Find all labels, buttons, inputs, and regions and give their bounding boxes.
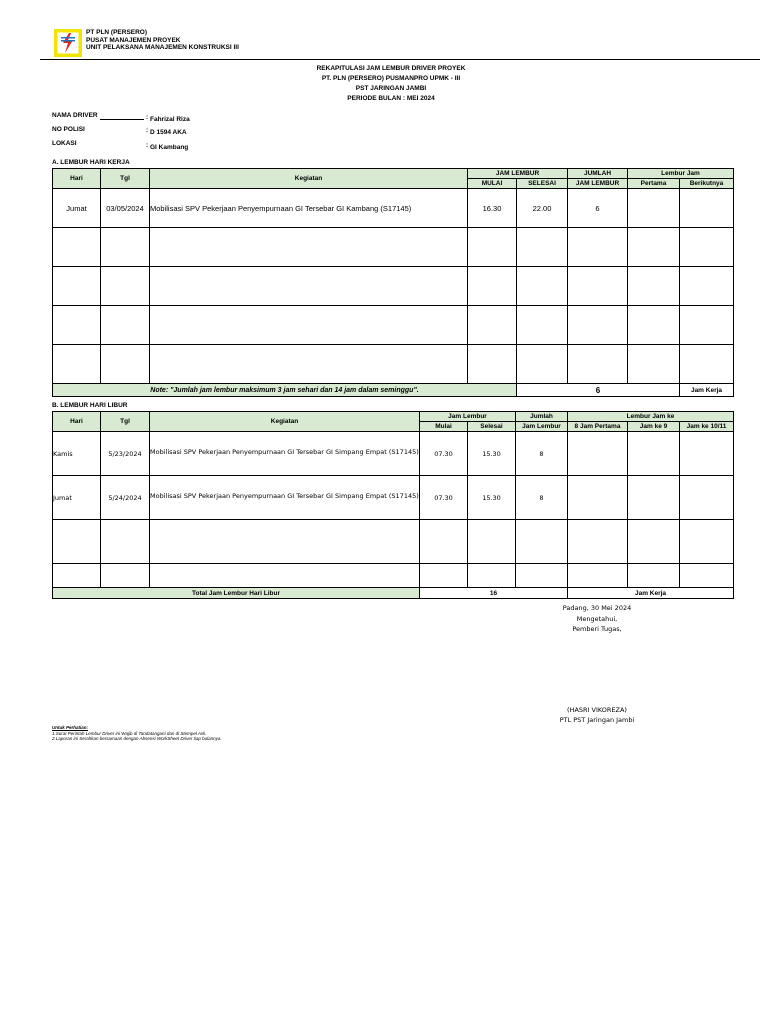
cell-8-jam <box>568 476 628 520</box>
col-hari: Hari <box>53 169 101 189</box>
sign-name: (HASRI VIKOREZA) <box>567 706 627 714</box>
cell-selesai <box>517 306 568 345</box>
cell-kegiatan <box>150 520 420 564</box>
table-row <box>53 267 734 306</box>
cell-hari: Jumat <box>53 189 101 228</box>
cell-selesai <box>468 520 516 564</box>
title-line-3: PST JARINGAN JAMBI <box>355 85 427 92</box>
company-unit: UNIT PELAKSANA MANAJEMEN KONSTRUKSI III <box>86 44 239 51</box>
cell-tgl <box>101 228 150 267</box>
cell-mulai <box>420 520 468 564</box>
cell-mulai <box>468 345 517 384</box>
total-hari-kerja: 6 <box>517 384 680 397</box>
col-kegiatan: Kegiatan <box>150 169 468 189</box>
table-row <box>53 432 734 476</box>
table-hari-libur <box>52 411 734 599</box>
company-block <box>86 29 239 52</box>
col-mulai: Mulai <box>420 422 468 432</box>
col-selesai: Selesai <box>468 422 516 432</box>
company-name: PT PLN (PERSERO) <box>86 29 148 36</box>
cell-mulai: 07.30 <box>420 432 468 476</box>
lokasi-label: LOKASI <box>52 140 77 147</box>
col-tgl: Tgl <box>101 169 150 189</box>
title-line-1: REKAPITULASI JAM LEMBUR DRIVER PROYEK <box>316 65 466 72</box>
cell-hari <box>53 520 101 564</box>
cell-kegiatan <box>150 306 468 345</box>
col-jam-lembur: JAM LEMBUR <box>468 169 568 179</box>
col-jumlah: JUMLAH <box>568 169 628 179</box>
cell-mulai <box>468 306 517 345</box>
cell-kegiatan: Mobilisasi SPV Pekerjaan Penyempurnaan GI Tersebar GI Simpang Empat (S17145) <box>150 432 420 476</box>
polisi-value: D 1594 AKA <box>150 129 187 136</box>
cell-tgl <box>101 267 150 306</box>
cell-hari <box>53 306 101 345</box>
cell-kegiatan <box>150 228 468 267</box>
driver-value: Fahrizal Riza <box>150 116 190 123</box>
cell-hari <box>53 267 101 306</box>
footnote-title: Untuk Perhatian: <box>52 725 89 730</box>
cell-selesai <box>517 228 568 267</box>
cell-mulai: 07.30 <box>420 476 468 520</box>
footnote-1: 1.Surat Perintah Lembur Driver ini Wajib di Tandatangani dan di Stempel Asli. <box>52 730 207 736</box>
cell-jam-9 <box>628 432 680 476</box>
cell-jumlah <box>516 520 568 564</box>
table-row <box>53 345 734 384</box>
col-8-jam-pertama: 8 Jam Pertama <box>568 422 628 432</box>
cell-berikutnya <box>680 267 734 306</box>
cell-jumlah <box>568 306 628 345</box>
cell-berikutnya <box>680 189 734 228</box>
table-row <box>53 520 734 564</box>
cell-jumlah: 8 <box>516 476 568 520</box>
cell-selesai: 22.00 <box>517 189 568 228</box>
cell-mulai <box>468 228 517 267</box>
cell-8-jam <box>568 432 628 476</box>
cell-kegiatan <box>150 564 420 588</box>
document-title <box>0 64 768 104</box>
col-jumlah-jam: JAM LEMBUR <box>568 179 628 189</box>
cell-hari: Kamis <box>53 432 101 476</box>
cell-mulai: 16.30 <box>468 189 517 228</box>
cell-mulai <box>468 267 517 306</box>
cell-berikutnya <box>680 345 734 384</box>
cell-jumlah <box>516 564 568 588</box>
col-mulai: MULAI <box>468 179 517 189</box>
cell-8-jam <box>568 520 628 564</box>
cell-jumlah <box>568 345 628 384</box>
footnotes <box>52 725 222 742</box>
lokasi-colon: : <box>146 142 149 149</box>
section-b-title: B. LEMBUR HARI LIBUR <box>52 402 128 409</box>
col-hari: Hari <box>53 412 101 432</box>
table-row <box>53 228 734 267</box>
cell-jam-10 <box>680 432 734 476</box>
cell-selesai: 15.30 <box>468 476 516 520</box>
cell-pertama <box>628 345 680 384</box>
cell-kegiatan <box>150 267 468 306</box>
footnote-2: 2.Laporan ini Serahkan bersamaan dengan Absensi WorkSheet Driver tiap bulannya. <box>52 736 222 741</box>
total-hari-kerja-unit: Jam Kerja <box>680 384 734 397</box>
polisi-label: NO POLISI <box>52 126 85 133</box>
cell-jam-9 <box>628 476 680 520</box>
cell-tgl <box>101 564 150 588</box>
col-jumlah-jam: Jam Lembur <box>516 422 568 432</box>
cell-hari <box>53 564 101 588</box>
company-division: PUSAT MANAJEMEN PROYEK <box>86 36 181 44</box>
cell-jumlah: 8 <box>516 432 568 476</box>
cell-mulai <box>420 564 468 588</box>
cell-jam-9 <box>628 520 680 564</box>
cell-kegiatan <box>150 345 468 384</box>
cell-kegiatan: Mobilisasi SPV Pekerjaan Penyempurnaan GI Tersebar GI Simpang Empat (S17145) <box>150 476 420 520</box>
cell-tgl <box>101 306 150 345</box>
cell-tgl: 03/05/2024 <box>101 189 150 228</box>
table-row <box>53 306 734 345</box>
cell-jam-10 <box>680 520 734 564</box>
overtime-note: Note: "Jumlah jam lembur maksimum 3 jam sehari dan 14 jam dalam seminggu". <box>53 384 517 397</box>
col-pertama: Pertama <box>628 179 680 189</box>
cell-selesai <box>517 345 568 384</box>
col-jam-ke-10-11: Jam ke 10/11 <box>680 422 734 432</box>
driver-underline <box>100 119 144 120</box>
table-row <box>53 476 734 520</box>
table-row <box>53 564 734 588</box>
title-line-2: PT. PLN (PERSERO) PUSMANPRO UPMK - III <box>321 75 461 82</box>
cell-selesai <box>517 267 568 306</box>
pln-logo <box>54 29 82 57</box>
col-lembur-jam: Lembur Jam <box>628 169 734 179</box>
driver-colon: : <box>146 114 149 121</box>
cell-tgl: 5/23/2024 <box>101 432 150 476</box>
cell-jam-10 <box>680 564 734 588</box>
cell-tgl: 5/24/2024 <box>101 476 150 520</box>
table-row <box>53 189 734 228</box>
cell-hari <box>53 228 101 267</box>
total-hari-libur-unit: Jam Kerja <box>568 588 734 599</box>
cell-selesai: 15.30 <box>468 432 516 476</box>
col-kegiatan: Kegiatan <box>150 412 420 432</box>
cell-tgl <box>101 520 150 564</box>
section-a-title: A. LEMBUR HARI KERJA <box>52 159 130 166</box>
cell-jumlah <box>568 228 628 267</box>
col-tgl: Tgl <box>101 412 150 432</box>
col-selesai: SELESAI <box>517 179 568 189</box>
sign-mengetahui: Mengetahui, <box>576 615 618 623</box>
cell-jumlah: 6 <box>568 189 628 228</box>
driver-label: NAMA DRIVER <box>52 112 98 119</box>
cell-pertama <box>628 189 680 228</box>
cell-8-jam <box>568 564 628 588</box>
col-lembur-jam-ke: Lembur Jam ke <box>568 412 734 422</box>
col-jumlah: Jumlah <box>516 412 568 422</box>
cell-hari <box>53 345 101 384</box>
cell-kegiatan: Mobilisasi SPV Pekerjaan Penyempurnaan GI Tersebar GI Kambang (S17145) <box>150 189 468 228</box>
table-hari-kerja <box>52 168 734 397</box>
header-divider <box>40 59 760 60</box>
cell-pertama <box>628 306 680 345</box>
cell-pertama <box>628 228 680 267</box>
col-jam-lembur: Jam Lembur <box>420 412 516 422</box>
cell-selesai <box>468 564 516 588</box>
cell-tgl <box>101 345 150 384</box>
total-hari-libur: 16 <box>420 588 568 599</box>
cell-jumlah <box>568 267 628 306</box>
sign-position: PTL PST Jaringan Jambi <box>559 716 635 724</box>
cell-berikutnya <box>680 306 734 345</box>
cell-jam-10 <box>680 476 734 520</box>
sign-role: Pemberi Tugas, <box>572 625 622 633</box>
cell-berikutnya <box>680 228 734 267</box>
col-berikutnya: Berikutnya <box>680 179 734 189</box>
cell-hari: Jumat <box>53 476 101 520</box>
total-hari-libur-label: Total Jam Lembur Hari Libur <box>53 588 420 599</box>
cell-pertama <box>628 267 680 306</box>
title-line-4: PERIODE BULAN : MEI 2024 <box>347 95 435 102</box>
sign-place-date: Padang, 30 Mei 2024 <box>562 604 632 612</box>
lokasi-value: GI Kambang <box>150 144 189 151</box>
cell-jam-9 <box>628 564 680 588</box>
col-jam-ke-9: Jam ke 9 <box>628 422 680 432</box>
polisi-colon: : <box>146 127 149 134</box>
